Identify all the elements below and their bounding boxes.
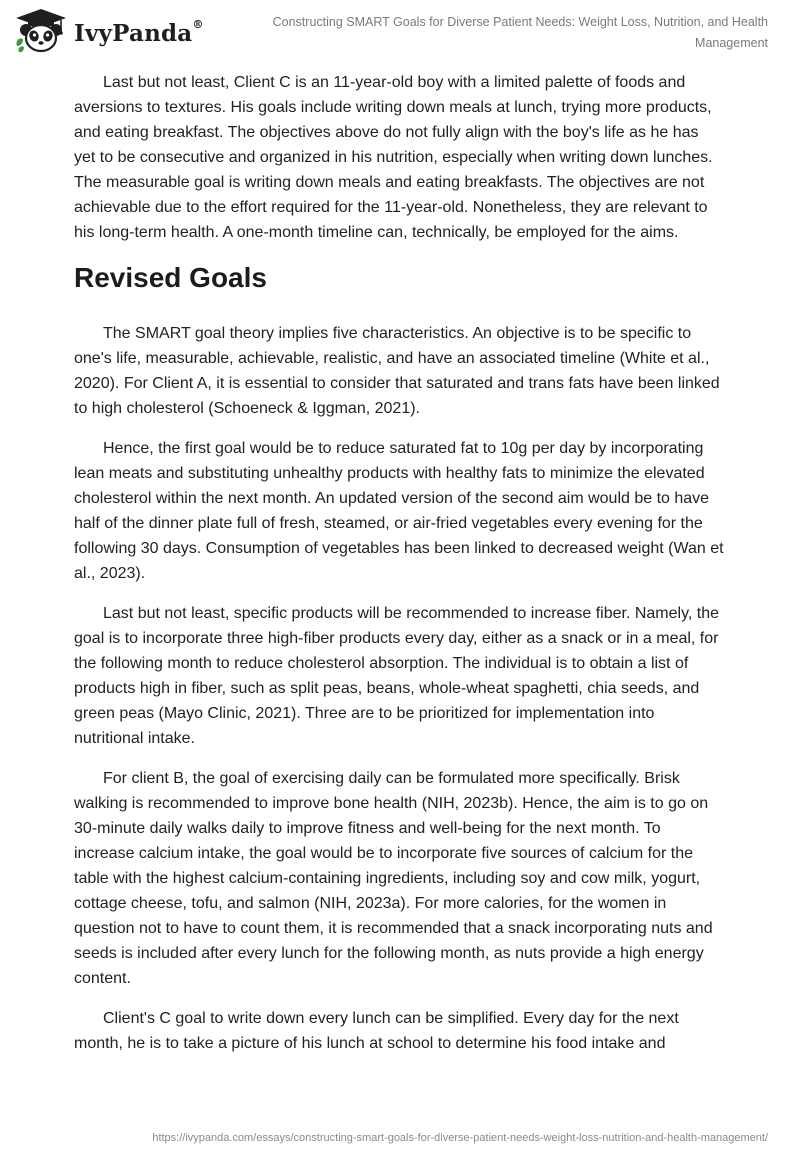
section-heading: Revised Goals [74,262,267,293]
body-paragraph: The SMART goal theory implies five characteristics. An objective is to be specific to one's life, measurable, achievable, realistic, and have an associated timeline (White et al., 2020). For Client A, it is essential to consider that saturated and trans fats have been linked to high cholesterol (Schoeneck & Iggman, 2021). [74,325,720,417]
body-paragraph: Hence, the first goal would be to reduce saturated fat to 10g per day by incorporating lean meats and substituting unhealthy products with healthy fats to minimize the elevated cholesterol within the next month. An updated version of the second aim would be to have half of the dinner plate full of fresh, steamed, or air-fried vegetables every evening for the following 30 days. Consumption of vegetables has been linked to decreased weight (Wan et al., 2023). [74,440,724,582]
document-title: Constructing SMART Goals for Diverse Patient Needs: Weight Loss, Nutrition, and Health Management [272,15,768,50]
body-paragraph: Client's C goal to write down every lunch can be simplified. Every day for the next month, he is to take a picture of his lunch at school to determine his food intake and [74,1010,679,1052]
source-url[interactable]: https://ivypanda.com/essays/constructing-smart-goals-for-diverse-patient-needs-weight-loss-nutrition-and-health-management/ [152,1132,768,1144]
page-header [0,0,800,60]
intro-paragraph: Last but not least, Client C is an 11-year-old boy with a limited palette of foods and aversions to textures. His goals include writing down meals at lunch, trying more products, and eating breakfast. The objectives above do not fully align with the boy's life as he has yet to be consecutive and organized in his nutrition, especially when writing down lunches. The measurable goal is writing down meals and eating breakfasts. The objectives are not achievable due to the effort required for the 11-year-old. Nonetheless, they are relevant to his long-term health. A one-month timeline can, technically, be employed for the aims. [74,74,713,241]
brand-name: IvyPanda® [74,17,204,47]
ivypanda-logo[interactable] [14,8,204,54]
body-paragraph: Last but not least, specific products will be recommended to increase fiber. Namely, the goal is to incorporate three high-fiber products every day, either as a snack or in a meal, for the following month to reduce cholesterol absorption. The individual is to obtain a list of products high in fiber, such as split peas, beans, whole-wheat spaghetti, chia seeds, and green peas (Mayo Clinic, 2021). Three are to be prioritized for implementation into nutritional intake. [74,605,720,747]
panda-graduate-icon [14,8,68,54]
body-paragraph: For client B, the goal of exercising daily can be formulated more specifically. Brisk walking is recommended to improve bone health (NIH, 2023b). Hence, the aim is to go on 30-minute daily walks daily to improve fitness and well-being for the next month. To increase calcium intake, the goal would be to incorporate five sources of calcium for the table with the highest calcium-containing ingredients, including soy and cow milk, yogurt, cottage cheese, tofu, and salmon (NIH, 2023a). For more calories, for the women in question not to have to count them, it is recommended that a snack incorporating nuts and seeds is included after every lunch for the following month, as nuts provide a high energy content. [74,770,713,987]
essay-content [74,70,724,1071]
